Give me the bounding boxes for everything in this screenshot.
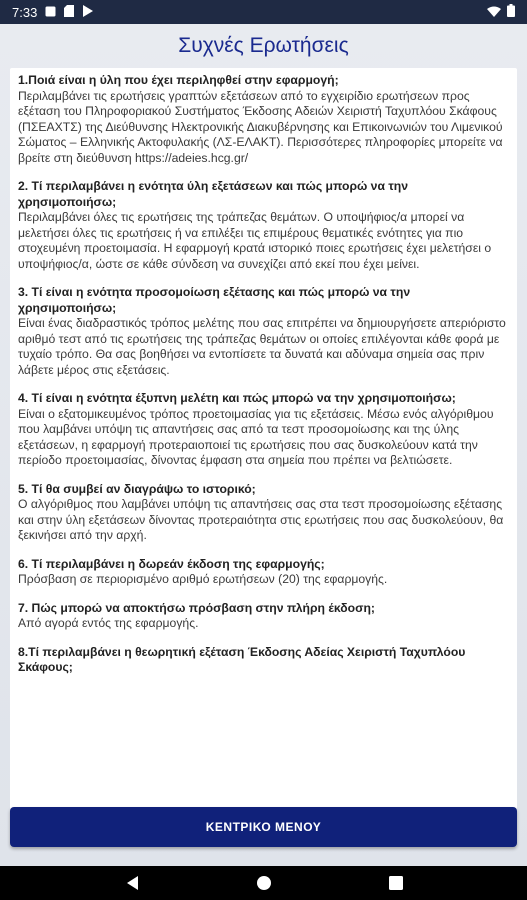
- faq-item: [18, 179, 509, 272]
- wifi-icon: [487, 5, 501, 20]
- app-area: [0, 24, 527, 866]
- page-title: Συχνές Ερωτήσεις: [178, 34, 349, 57]
- faq-item: [18, 285, 509, 378]
- navigation-bar: [0, 866, 527, 900]
- back-icon[interactable]: [122, 873, 142, 893]
- sd-card-icon: [64, 5, 74, 20]
- faq-list: [10, 68, 517, 676]
- faq-answer: Ο αλγόριθμος που λαμβάνει υπόψη τις απαντήσεις σας στα τεστ προσομοίωσης εξέτασης και στην ύλη εξετάσεων δίνοντας προτεραιότητα στις ερωτήσεις που σας δυσκολεύουν, θα ξεκινήσει από την αρχή.: [18, 497, 504, 542]
- faq-question: 2. Τί περιλαμβάνει η ενότητα ύλη εξετάσεων και πώς μπορώ να την χρησιμοποιήσω;: [18, 179, 408, 209]
- status-bar: [0, 0, 527, 24]
- faq-answer: Από αγορά εντός της εφαρμογής.: [18, 616, 199, 630]
- status-time: 7:33: [12, 4, 38, 20]
- faq-answer: Περιλαμβάνει όλες τις ερωτήσεις της τράπεζας θεμάτων. Ο υποψήφιος/α μπορεί να μελετήσει όλες τις ερωτήσεις ή να επιλέξει τις επιμέρους θεματικές ενότητες για πιο στοχευμένη προετοιμασία. Η εφαρμογή κρατά ιστορικό ποιες ερωτήσεις έχει μελετήσει ο υποψήφιος/α, ώστε σε κάθε σύνδεση να συνεχίζει από εκεί που έχει μείνει.: [18, 210, 492, 271]
- faq-answer: Είναι ένας διαδραστικός τρόπος μελέτης που σας επιτρέπει να δημιουργήσετε απεριόριστο αριθμό τεστ από τις ερωτήσεις της τράπεζας θεμάτων οι οποίες επιλέγονται κάθε φορά με τυχαίο τρόπο. Θα σας βοηθήσει να εντοπίσετε τα δυνατά και αδύναμα σημεία σας πριν λάβετε μέρος στις εξετάσεις.: [18, 316, 506, 377]
- faq-item: [18, 601, 509, 632]
- recents-icon[interactable]: [386, 873, 406, 893]
- faq-scroll-area[interactable]: [10, 68, 517, 815]
- home-icon[interactable]: [254, 873, 274, 893]
- faq-question: 5. Τί θα συμβεί αν διαγράψω το ιστορικό;: [18, 481, 256, 496]
- faq-answer: Περιλαμβάνει τις ερωτήσεις γραπτών εξετάσεων από το εγχειρίδιο ερωτήσεων προς εξέταση του Πληροφοριακού Συστήματος Έκδοσης Αδειών Χειριστή Ταχυπλόου Σκάφους (ΠΣΕΑΧΤΣ) της Διεύθυνσης Ηλεκτρονικής Διακυβέρνησης και Επικοινωνιών του Λιμενικού Σώματος – Ελληνικής Ακτοφυλακής (ΛΣ-ΕΛΑΚΤ). Περισσότερες πληροφορίες μπορείτε να βρείτε στη διεύθυνση https://adeies.hcg.gr/: [18, 88, 503, 165]
- faq-question: 8.Τί περιλαμβάνει η θεωρητική εξέταση Έκδοσης Αδείας Χειριστή Ταχυπλόου Σκάφους;: [18, 644, 466, 674]
- faq-question: 1.Ποιά είναι η ύλη που έχει περιληφθεί στην εφαρμογή;: [18, 73, 339, 87]
- faq-item: [18, 73, 509, 166]
- faq-question: 6. Τί περιλαμβάνει η δωρεάν έκδοση της εφαρμογής;: [18, 556, 325, 571]
- faq-item: [18, 391, 509, 469]
- faq-question: 3. Τί είναι η ενότητα προσομοίωση εξέτασης και πώς μπορώ να την χρησιμοποιήσω;: [18, 285, 411, 315]
- notification-square-icon: [45, 5, 56, 20]
- main-menu-button[interactable]: ΚΕΝΤΡΙΚΟ ΜΕΝΟΥ: [10, 807, 517, 847]
- play-store-icon: [82, 5, 93, 20]
- faq-question: 4. Τί είναι η ενότητα έξυπνη μελέτη και πώς μπορώ να την χρησιμοποιήσω;: [18, 391, 456, 405]
- faq-item: [18, 482, 509, 544]
- faq-question: 7. Πώς μπορώ να αποκτήσω πρόσβαση στην πλήρη έκδοση;: [18, 600, 375, 615]
- faq-answer: Είναι ο εξατομικευμένος τρόπος προετοιμασίας για τις εξετάσεις. Μέσω ενός αλγόριθμου που λαμβάνει υπόψη τις απαντήσεις σας από τα τεστ προσομοίωσης και της ύλης εξετάσεων, η εφαρμογή προτεραιοποιεί τις ερωτήσεις που σας δυσκολεύουν κατά την περίοδο προετοιμασίας, δίνοντας έμφαση στα σημεία που πρέπει να βελτιώσετε.: [18, 406, 494, 467]
- faq-item: [18, 645, 509, 676]
- battery-icon: [507, 4, 515, 20]
- faq-answer: Πρόσβαση σε περιορισμένο αριθμό ερωτήσεων (20) της εφαρμογής.: [18, 572, 388, 586]
- faq-item: [18, 557, 509, 588]
